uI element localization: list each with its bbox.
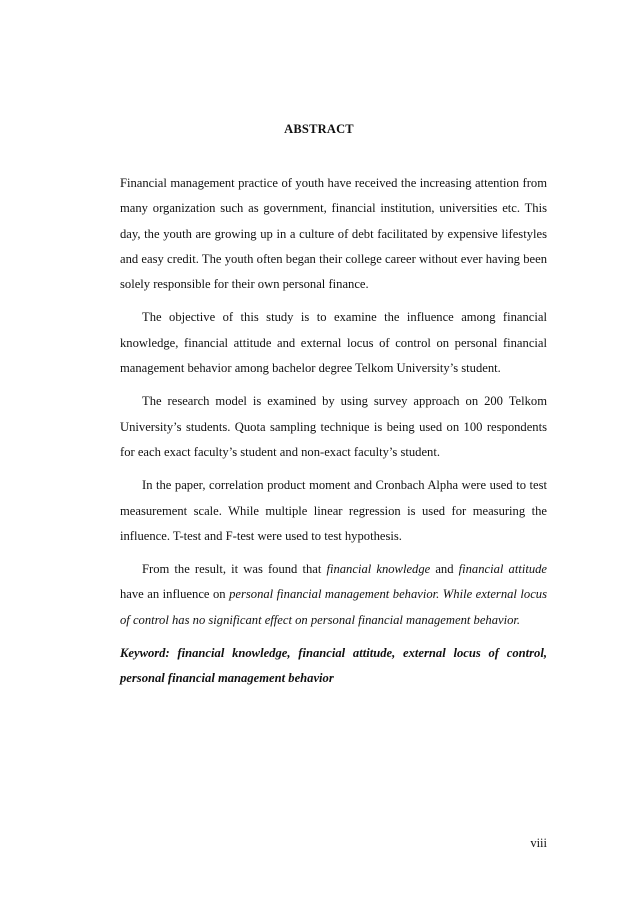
paragraph-5-text-2: and: [430, 562, 459, 577]
page-number: viii: [530, 836, 547, 850]
paragraph-3: The research model is examined by using survey approach on 200 Telkom University’s students. Quota sampling technique is being used on 100 respondents for each exact faculty’s student and non-exact faculty’s student.: [120, 394, 547, 459]
paragraph-5: [120, 557, 547, 633]
paragraph-5-text-1: From the result, it was found that: [142, 562, 327, 577]
paragraph-5-emphasis-1: financial knowledge: [326, 562, 431, 577]
paragraph-5-text-3: have an influence on: [120, 587, 230, 602]
keywords: Keyword: financial knowledge, financial attitude, external locus of control, personal financial management behavior: [120, 646, 547, 686]
paragraph-5-emphasis-2: financial attitude: [458, 562, 548, 577]
paragraph-1: Financial management practice of youth have received the increasing attention from many organization such as government, financial institution, universities etc. This day, the youth are growing up in a culture of debt facilitated by expensive lifestyles and easy credit. The youth often began their college career without ever having been solely responsible for their own personal finance.: [120, 176, 547, 292]
abstract-title: ABSTRACT: [284, 122, 354, 136]
abstract-body: [120, 171, 547, 700]
paragraph-2: The objective of this study is to examine the influence among financial knowledge, financial attitude and external locus of control on personal financial management behavior among bachelor degree Telkom University’s student.: [120, 310, 547, 376]
paragraph-4: In the paper, correlation product moment and Cronbach Alpha were used to test measurement scale. While multiple linear regression is used for measuring the influence. T-test and F-test were used to test hypothesis.: [120, 478, 547, 543]
paragraph-5-emphasis-3: personal financial management behavior. While external locus of control has no significant effect on personal financial management behavior.: [120, 587, 547, 627]
